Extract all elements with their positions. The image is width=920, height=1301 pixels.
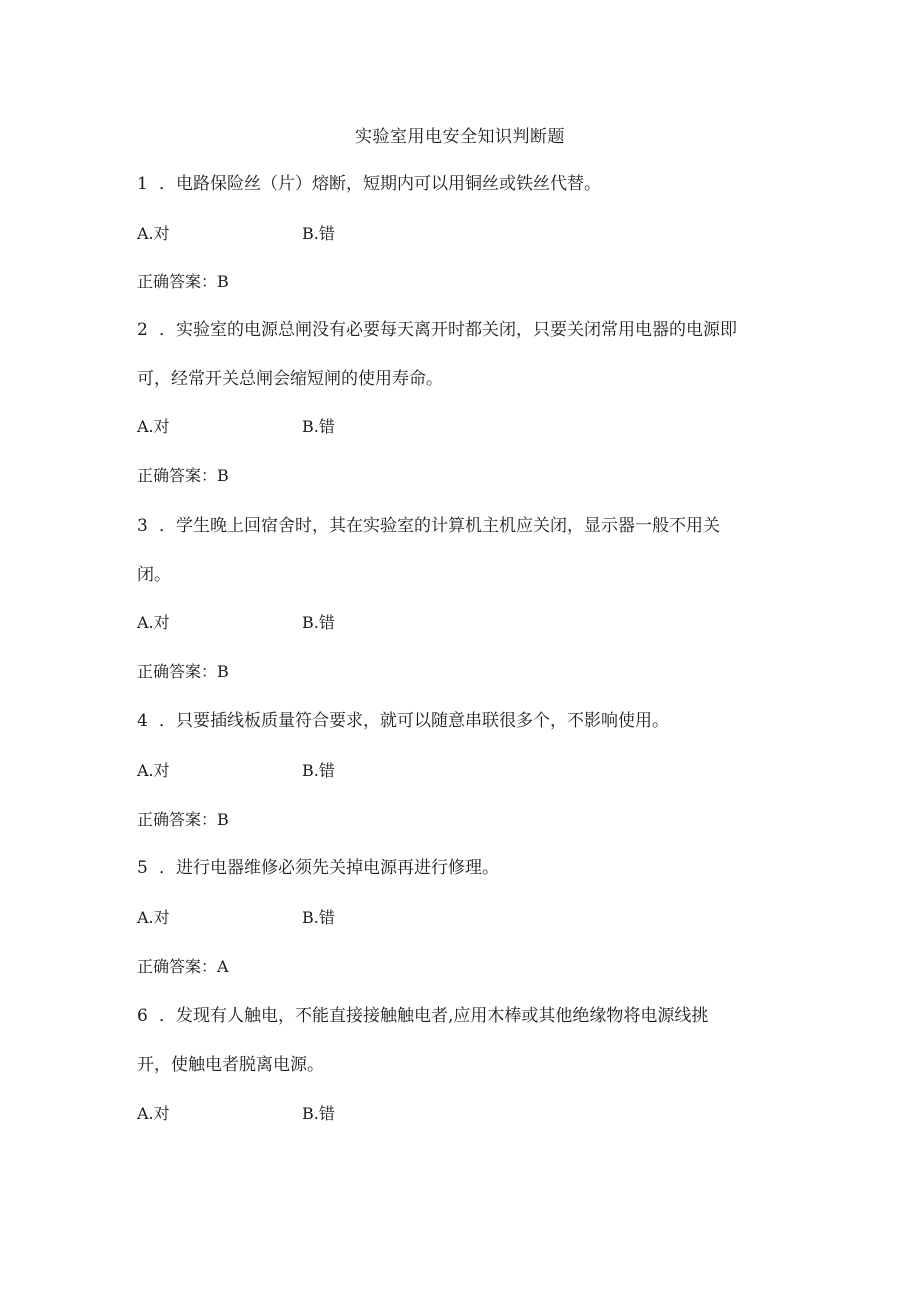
question-4-number: 4 — [137, 711, 148, 731]
question-6-line-2: 开，使触电者脱离电源。 — [137, 1055, 324, 1075]
question-3-answer: 正确答案：B — [137, 662, 229, 681]
question-3-option-b: B.错 — [302, 613, 335, 632]
question-3-line-1: 3 ．学生晚上回宿舍时，其在实验室的计算机主机应关闭，显示器一般不用关 — [137, 516, 720, 536]
question-5-answer: 正确答案：A — [137, 957, 229, 976]
question-2-line-1: 2 ．实验室的电源总闸没有必要每天离开时都关闭，只要关闭常用电器的电源即 — [137, 320, 737, 340]
question-2-answer: 正确答案：B — [137, 466, 229, 485]
question-5-option-a: A.对 — [137, 908, 170, 927]
question-5-number: 5 — [137, 858, 148, 878]
question-6-option-a: A.对 — [137, 1104, 170, 1123]
question-2-option-a: A.对 — [137, 417, 170, 436]
question-1-option-b: B.错 — [302, 224, 335, 243]
question-1-option-a: A.对 — [137, 224, 170, 243]
question-6-option-b: B.错 — [302, 1104, 335, 1123]
question-5-option-b: B.错 — [302, 908, 335, 927]
question-3-number: 3 — [137, 516, 148, 536]
question-2-number: 2 — [137, 320, 148, 340]
question-2-line-2: 可，经常开关总闸会缩短闸的使用寿命。 — [137, 369, 443, 389]
question-5-line-1: 5 ．进行电器维修必须先关掉电源再进行修理。 — [137, 858, 499, 878]
document-title: 实验室用电安全知识判断题 — [355, 127, 565, 147]
question-3-line-2: 闭。 — [137, 565, 171, 585]
question-1-number: 1 — [137, 174, 148, 194]
question-2-option-b: B.错 — [302, 417, 335, 436]
question-4-answer: 正确答案：B — [137, 810, 229, 829]
question-4-line-1: 4 ．只要插线板质量符合要求，就可以随意串联很多个，不影响使用。 — [137, 711, 669, 731]
question-1-answer: 正确答案：B — [137, 272, 229, 291]
question-1-line-1: 1 ．电路保险丝（片）熔断，短期内可以用铜丝或铁丝代替。 — [137, 174, 601, 194]
question-4-option-b: B.错 — [302, 761, 335, 780]
question-6-number: 6 — [137, 1006, 148, 1026]
question-4-option-a: A.对 — [137, 761, 170, 780]
question-3-option-a: A.对 — [137, 613, 170, 632]
question-6-line-1: 6 ．发现有人触电，不能直接接触触电者,应用木棒或其他绝缘物将电源线挑 — [137, 1006, 709, 1026]
